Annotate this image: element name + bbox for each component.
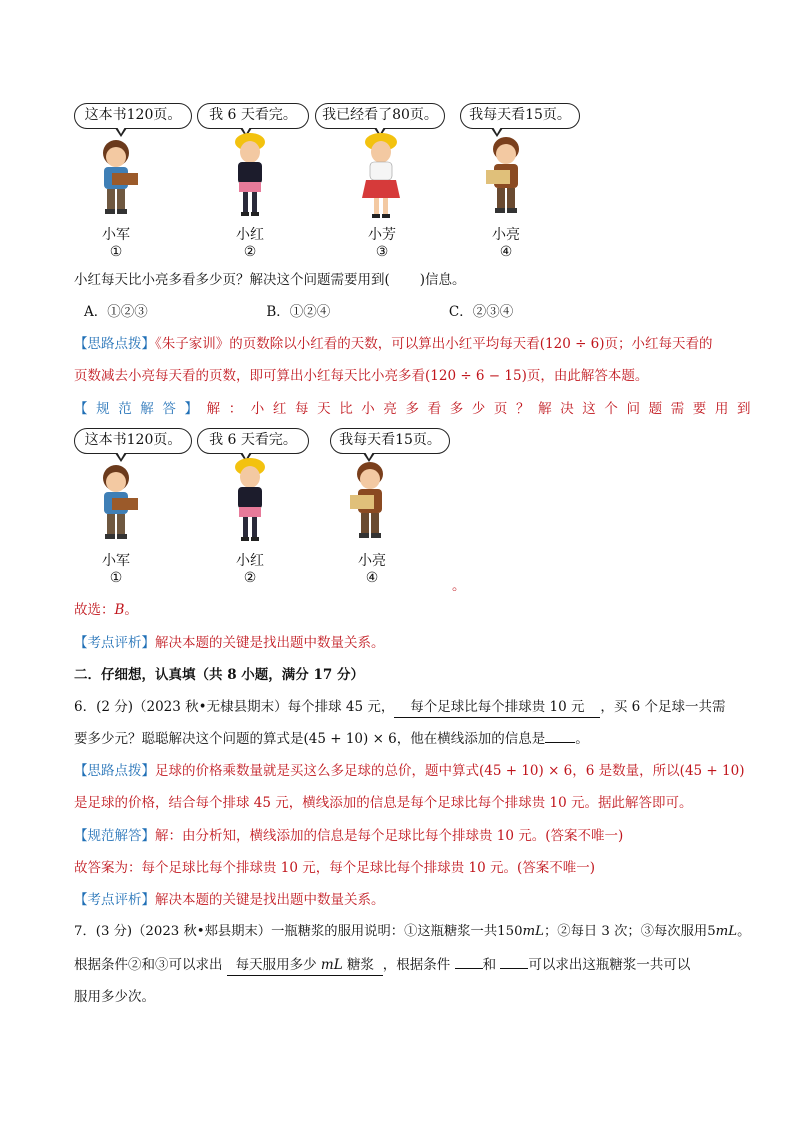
stem-text: 。 — [575, 731, 589, 747]
hint-tag: 【思路点拨】 — [74, 763, 155, 779]
answer-line — [74, 826, 623, 846]
character-number: ③ — [375, 244, 389, 260]
unit: mL — [715, 924, 738, 939]
math-expression: (45 + 10) — [679, 763, 745, 779]
value: 5 — [707, 924, 716, 939]
character-number: ② — [243, 570, 257, 586]
review-line — [74, 890, 385, 910]
character-name: 小红 — [236, 227, 264, 243]
bubble-text: 我 6 天看完。 — [209, 107, 297, 123]
review-tag: 【考点评析】 — [74, 892, 155, 908]
hint-line — [74, 761, 744, 781]
bubble-text: 我每天看15页。 — [339, 432, 441, 448]
answer-text: 解：小红每天比小亮多看多少页？解决这个问题需要用到 — [206, 401, 760, 417]
question-7-line — [74, 955, 690, 976]
speech-bubble — [74, 428, 192, 454]
character-name: 小芳 — [368, 227, 396, 243]
review-line — [74, 633, 385, 653]
stem-text: ，根据条件 — [382, 957, 451, 973]
fill-text: 每天服用多少 — [235, 957, 317, 973]
hint-line — [74, 366, 648, 386]
character-number: ② — [243, 244, 257, 260]
choice-letter: B — [114, 602, 125, 618]
answer-line — [74, 399, 759, 419]
character-name: 小军 — [102, 553, 130, 569]
final-answer: 故答案为：每个足球比每个排球贵 10 元，每个足球比每个排球贵 10 元。(答案不唯一) — [74, 860, 596, 876]
stem-text: 。 — [737, 924, 751, 939]
stem-text: 可以求出这瓶糖浆一共可以 — [528, 957, 691, 973]
boy-reading-illustration — [480, 134, 532, 216]
hint-text: 足球的价格乘数量就是买这么多足球的总价，题中算式 — [155, 763, 479, 779]
stem-text: )信息。 — [419, 272, 466, 288]
stem-text: 小红每天比小亮多看多少页？解决这个问题需要用到( — [74, 272, 390, 288]
answer-tag: 【规范解答】 — [74, 401, 207, 417]
character-number: ④ — [499, 244, 513, 260]
fill-in-answer — [227, 955, 383, 976]
girl-illustration — [228, 130, 272, 220]
choice-line — [74, 600, 138, 620]
speech-bubble — [460, 103, 580, 129]
unit: mL — [320, 957, 343, 973]
unit: mL — [522, 924, 544, 939]
character-number: ① — [109, 244, 123, 260]
math-expression: (45 + 10) × 6 — [479, 763, 573, 779]
hint-text: ，6 是数量，所以 — [572, 763, 680, 779]
math-expression: (120 ÷ 6) — [539, 336, 605, 352]
stem-text: ；②每日 3 次；③每次服用 — [544, 924, 708, 939]
speech-bubble — [74, 103, 192, 129]
stem-text: 根据条件②和③可以求出 — [74, 957, 223, 973]
stem-text: ，他在横线添加的信息是 — [396, 731, 546, 747]
speech-bubble — [315, 103, 445, 129]
fill-in-answer: 每个足球比每个排球贵 10 元 — [394, 697, 600, 718]
bubble-text: 我 6 天看完。 — [209, 432, 297, 448]
speech-bubble — [330, 428, 450, 454]
character-number: ① — [109, 570, 123, 586]
review-text: 解决本题的关键是找出题中数量关系。 — [155, 892, 385, 908]
character-name: 小亮 — [358, 553, 386, 569]
speech-bubble — [197, 428, 309, 454]
choice-text: 。 — [124, 602, 138, 618]
bubble-text: 这本书120页。 — [84, 432, 182, 448]
option-c: C．②③④ — [448, 304, 514, 320]
value: 150 — [497, 924, 523, 939]
hint-text: 页数减去小亮每天看的页数，即可算出小红每天比小亮多看 — [74, 368, 425, 384]
girl-illustration — [228, 455, 272, 545]
scene-period: 。 — [452, 578, 466, 594]
hint-tag: 【思路点拨】 — [74, 336, 155, 352]
girl-illustration — [358, 130, 404, 220]
character-name: 小亮 — [492, 227, 520, 243]
hint-text: 《朱子家训》的页数除以小红看的天数，可以算出小红平均每天看 — [155, 336, 540, 352]
stem-text: ，买 6 个足球一共需 — [600, 699, 726, 715]
boy-reading-illustration — [88, 137, 146, 217]
stem-text: 7．(3 分)（2023 秋•郏县期末）一瓶糖浆的服用说明：①这瓶糖浆一共 — [74, 924, 498, 939]
boy-reading-illustration — [344, 459, 396, 541]
stem-text: 和 — [482, 957, 497, 973]
choice-text: 故选： — [74, 602, 115, 618]
character-name: 小红 — [236, 553, 264, 569]
hint-line — [74, 334, 713, 354]
fill-text: 糖浆 — [346, 957, 374, 973]
options-row — [84, 302, 513, 322]
bubble-text: 我已经看了80页。 — [322, 107, 438, 123]
question-6-line — [74, 697, 726, 718]
option-a: A．①②③ — [84, 304, 148, 320]
review-tag: 【考点评析】 — [74, 635, 155, 651]
bubble-text: 我每天看15页。 — [469, 107, 571, 123]
question-7-line: 服用多少次。 — [74, 989, 155, 1005]
speech-bubble — [197, 103, 309, 129]
stem-text: 6．(2 分)（2023 秋•无棣县期末）每个排球 45 元， — [74, 699, 395, 715]
character-number: ④ — [365, 570, 379, 586]
section-title: 二．仔细想，认真填（共 8 小题，满分 17 分） — [74, 667, 364, 683]
answer-tag: 【规范解答】 — [74, 828, 155, 844]
math-expression: (120 ÷ 6 − 15) — [425, 368, 527, 384]
stem-text: 要多少元？聪聪解决这个问题的算式是 — [74, 731, 304, 747]
question-6-line — [74, 729, 589, 749]
hint-text: 页；小红每天看的 — [604, 336, 713, 352]
hint-line: 是足球的价格，结合每个排球 45 元，横线添加的信息是每个足球比每个排球贵 10 元。据此解答即可。 — [74, 795, 693, 811]
bubble-text: 这本书120页。 — [84, 107, 182, 123]
option-b: B．①②④ — [266, 304, 331, 320]
hint-text: 页，由此解答本题。 — [526, 368, 649, 384]
answer-text: 解：由分析知，横线添加的信息是每个足球比每个排球贵 10 元。(答案不唯一) — [155, 828, 624, 844]
character-name: 小军 — [102, 227, 130, 243]
question-7-line — [74, 922, 750, 942]
math-expression: (45 + 10) × 6 — [303, 731, 397, 747]
question-5-stem — [74, 270, 466, 290]
boy-reading-illustration — [88, 462, 146, 542]
review-text: 解决本题的关键是找出题中数量关系。 — [155, 635, 385, 651]
